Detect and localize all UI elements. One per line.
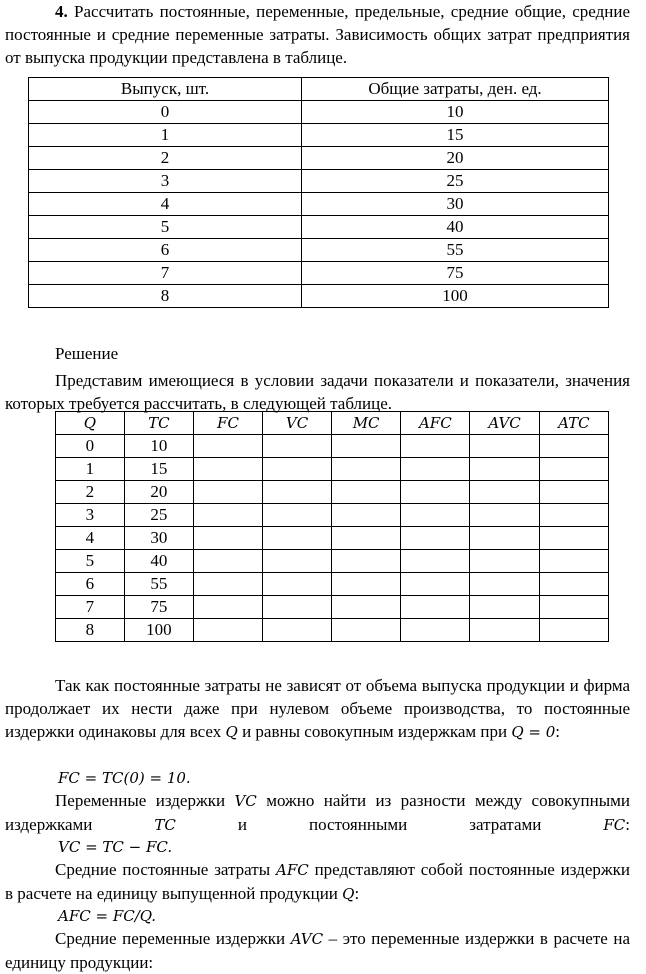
vc-text-3: и постоянными затратами bbox=[175, 815, 604, 834]
header-avc: AVC bbox=[470, 412, 539, 435]
cell-empty bbox=[193, 573, 262, 596]
cell-tc: 40 bbox=[124, 550, 193, 573]
cell-output: 0 bbox=[29, 101, 302, 124]
cell-empty bbox=[332, 596, 401, 619]
header-mc: MC bbox=[332, 412, 401, 435]
cell-empty bbox=[193, 458, 262, 481]
table-row bbox=[56, 550, 609, 573]
fc-paragraph bbox=[5, 674, 630, 744]
cell-empty bbox=[263, 435, 332, 458]
cell-empty bbox=[263, 619, 332, 642]
cell-empty bbox=[401, 481, 470, 504]
cell-empty bbox=[193, 527, 262, 550]
header-tc: TC bbox=[124, 412, 193, 435]
cell-empty bbox=[263, 527, 332, 550]
table-row bbox=[56, 481, 609, 504]
cell-empty bbox=[401, 435, 470, 458]
cell-q: 2 bbox=[56, 481, 125, 504]
header-q: Q bbox=[56, 412, 125, 435]
header-output: Выпуск, шт. bbox=[29, 78, 302, 101]
cell-empty bbox=[539, 458, 608, 481]
table-row bbox=[29, 216, 609, 239]
cell-empty bbox=[401, 458, 470, 481]
cell-empty bbox=[470, 550, 539, 573]
calculation-table-body bbox=[56, 435, 609, 642]
cell-empty bbox=[332, 504, 401, 527]
cell-output: 3 bbox=[29, 170, 302, 193]
table-row bbox=[56, 504, 609, 527]
cell-total-cost: 30 bbox=[302, 193, 609, 216]
cell-q: 1 bbox=[56, 458, 125, 481]
cell-empty bbox=[470, 435, 539, 458]
table-row bbox=[29, 170, 609, 193]
vc-text-4: : bbox=[625, 815, 630, 834]
cell-tc: 30 bbox=[124, 527, 193, 550]
cell-empty bbox=[539, 550, 608, 573]
fc-math-q0: Q = 0 bbox=[511, 723, 556, 741]
cell-empty bbox=[539, 481, 608, 504]
vc-text-2: можно найти из разности между совокупными издержками bbox=[5, 791, 630, 834]
vc-paragraph bbox=[5, 789, 630, 837]
cell-tc: 25 bbox=[124, 504, 193, 527]
cell-empty bbox=[193, 481, 262, 504]
cell-empty bbox=[539, 435, 608, 458]
table-header-row bbox=[29, 78, 609, 101]
cell-empty bbox=[470, 596, 539, 619]
table-row bbox=[29, 124, 609, 147]
solution-heading: Решение bbox=[55, 344, 119, 363]
table-row bbox=[56, 573, 609, 596]
afc-formula bbox=[58, 904, 646, 928]
table-row bbox=[29, 101, 609, 124]
cell-empty bbox=[401, 527, 470, 550]
cell-empty bbox=[193, 435, 262, 458]
cell-tc: 100 bbox=[124, 619, 193, 642]
cell-empty bbox=[470, 458, 539, 481]
cell-total-cost: 10 bbox=[302, 101, 609, 124]
avc-text-1: Средние переменные издержки bbox=[55, 929, 291, 948]
table-row bbox=[29, 193, 609, 216]
cell-total-cost: 75 bbox=[302, 262, 609, 285]
cell-empty bbox=[332, 435, 401, 458]
cell-empty bbox=[263, 596, 332, 619]
cell-output: 2 bbox=[29, 147, 302, 170]
cell-empty bbox=[470, 527, 539, 550]
fc-text-3: : bbox=[555, 722, 561, 741]
cell-q: 5 bbox=[56, 550, 125, 573]
cell-q: 8 bbox=[56, 619, 125, 642]
cell-empty bbox=[470, 504, 539, 527]
cell-tc: 15 bbox=[124, 458, 193, 481]
table-row bbox=[56, 596, 609, 619]
cell-empty bbox=[539, 504, 608, 527]
cell-tc: 75 bbox=[124, 596, 193, 619]
cell-empty bbox=[263, 458, 332, 481]
cell-empty bbox=[470, 481, 539, 504]
cell-empty bbox=[193, 619, 262, 642]
vc-math-tc: TC bbox=[154, 816, 176, 834]
cell-empty bbox=[332, 619, 401, 642]
header-vc: VC bbox=[263, 412, 332, 435]
vc-math-vc: VC bbox=[234, 792, 257, 810]
cell-empty bbox=[263, 573, 332, 596]
cell-empty bbox=[263, 550, 332, 573]
task-text: Рассчитать постоянные, переменные, предельные, средние общие, средние постоянные и средние переменные затраты. Зависимость общих затрат предприятия от выпуска продукции представлена в таблице. bbox=[5, 2, 631, 67]
vc-text-1: Переменные издержки bbox=[55, 791, 235, 810]
cell-total-cost: 40 bbox=[302, 216, 609, 239]
afc-text-1: Средние постоянные затраты bbox=[55, 860, 276, 879]
avc-paragraph bbox=[5, 927, 630, 974]
cell-empty bbox=[401, 619, 470, 642]
afc-text-3: : bbox=[354, 884, 360, 903]
afc-math-q: Q bbox=[342, 885, 355, 903]
cell-empty bbox=[470, 573, 539, 596]
cell-empty bbox=[401, 596, 470, 619]
afc-math-afc: AFC bbox=[275, 861, 309, 879]
solution-intro: Представим имеющиеся в условии задачи показатели и показатели, значения которых требуется рассчитать, в следующей таблице. bbox=[5, 371, 630, 413]
cell-empty bbox=[193, 504, 262, 527]
cell-empty bbox=[332, 481, 401, 504]
table-row bbox=[56, 527, 609, 550]
fc-formula-text: FC = TC(0) = 10. bbox=[58, 769, 191, 787]
table-header-row bbox=[56, 412, 609, 435]
fc-math-q: Q bbox=[225, 723, 238, 741]
cell-q: 6 bbox=[56, 573, 125, 596]
afc-text-2: представляют собой постоянные издержки в расчете на единицу выпущенной продукции bbox=[5, 860, 630, 903]
afc-formula-text: AFC = FC/Q. bbox=[58, 907, 157, 925]
cell-q: 0 bbox=[56, 435, 125, 458]
table-row bbox=[56, 619, 609, 642]
vc-formula bbox=[58, 835, 646, 859]
cell-empty bbox=[401, 573, 470, 596]
table-row bbox=[56, 458, 609, 481]
table-row bbox=[29, 147, 609, 170]
afc-paragraph bbox=[5, 858, 630, 906]
cell-empty bbox=[470, 619, 539, 642]
header-afc: AFC bbox=[401, 412, 470, 435]
header-total-cost: Общие затраты, ден. ед. bbox=[302, 78, 609, 101]
avc-math-avc: AVC bbox=[290, 930, 324, 948]
cell-empty bbox=[539, 573, 608, 596]
cell-q: 4 bbox=[56, 527, 125, 550]
cell-empty bbox=[332, 527, 401, 550]
cell-output: 7 bbox=[29, 262, 302, 285]
fc-text-1: Так как постоянные затраты не зависят от объема выпуска продукции и фирма продолжает их нести даже при нулевом объеме производства, то постоянные издержки одинаковы для всех bbox=[5, 676, 630, 741]
cell-tc: 20 bbox=[124, 481, 193, 504]
task-statement bbox=[5, 0, 630, 69]
cell-total-cost: 15 bbox=[302, 124, 609, 147]
cell-output: 1 bbox=[29, 124, 302, 147]
cell-empty bbox=[401, 504, 470, 527]
cell-empty bbox=[332, 458, 401, 481]
cell-total-cost: 20 bbox=[302, 147, 609, 170]
cell-empty bbox=[539, 527, 608, 550]
task-number: 4. bbox=[55, 2, 68, 21]
cell-q: 7 bbox=[56, 596, 125, 619]
avc-text-2: – это переменные издержки в расчете на единицу продукции: bbox=[5, 929, 630, 972]
cell-tc: 55 bbox=[124, 573, 193, 596]
cell-q: 3 bbox=[56, 504, 125, 527]
header-atc: ATC bbox=[539, 412, 608, 435]
cell-empty bbox=[193, 550, 262, 573]
cell-empty bbox=[539, 596, 608, 619]
cell-output: 4 bbox=[29, 193, 302, 216]
cell-output: 8 bbox=[29, 285, 302, 308]
table-row bbox=[29, 239, 609, 262]
cost-table bbox=[28, 77, 609, 308]
fc-formula bbox=[58, 766, 646, 790]
cell-empty bbox=[263, 504, 332, 527]
cell-total-cost: 25 bbox=[302, 170, 609, 193]
cell-output: 6 bbox=[29, 239, 302, 262]
vc-formula-text: VC = TC − FC. bbox=[58, 838, 173, 856]
cell-empty bbox=[401, 550, 470, 573]
table-row bbox=[56, 435, 609, 458]
cell-output: 5 bbox=[29, 216, 302, 239]
cell-empty bbox=[332, 550, 401, 573]
fc-text-2: и равны совокупным издержкам при bbox=[237, 722, 512, 741]
cell-empty bbox=[263, 481, 332, 504]
cell-empty bbox=[539, 619, 608, 642]
calculation-table bbox=[55, 411, 609, 642]
cell-total-cost: 55 bbox=[302, 239, 609, 262]
cell-tc: 10 bbox=[124, 435, 193, 458]
table-row bbox=[29, 262, 609, 285]
vc-math-fc: FC bbox=[603, 816, 626, 834]
table-row bbox=[29, 285, 609, 308]
cell-total-cost: 100 bbox=[302, 285, 609, 308]
cell-empty bbox=[193, 596, 262, 619]
header-fc: FC bbox=[193, 412, 262, 435]
cell-empty bbox=[332, 573, 401, 596]
